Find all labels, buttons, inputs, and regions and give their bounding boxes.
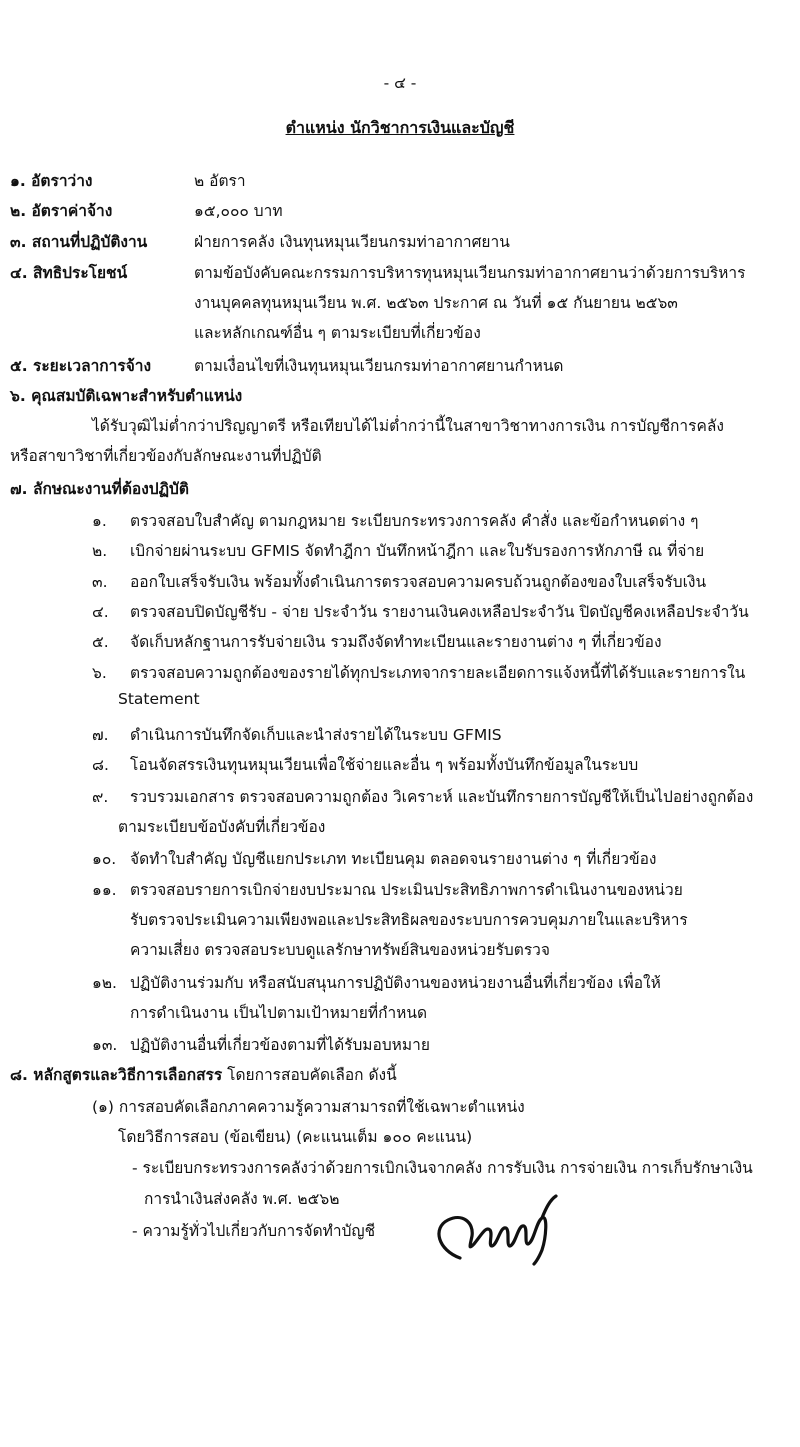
- duty-text: รวบรวมเอกสาร ตรวจสอบความถูกต้อง วิเคราะห์ และบันทึกรายการบัญชีให้เป็นไปอย่างถูกต้อง: [130, 788, 754, 806]
- duty-text: รับตรวจประเมินความเพียงพอและประสิทธิผลของระบบการควบคุมภายในและบริหาร: [130, 911, 688, 929]
- signature-stroke: [439, 1196, 556, 1264]
- duty-number: ๘.: [92, 756, 109, 774]
- duty-number: ๕.: [92, 633, 109, 651]
- duty-text: Statement: [118, 690, 200, 708]
- vacancy-value: ๒ อัตรา: [194, 172, 246, 190]
- duty-number: ๓.: [92, 573, 108, 591]
- duties-label: ๗. ลักษณะงานที่ต้องปฏิบัติ: [10, 480, 189, 498]
- duty-text: ปฏิบัติงานร่วมกับ หรือสนับสนุนการปฏิบัติงานของหน่วยงานอื่นที่เกี่ยวข้อง เพื่อให้: [130, 974, 661, 992]
- duty-text: ตรวจสอบปิดบัญชีรับ - จ่าย ประจำวัน รายงานเงินคงเหลือประจำวัน ปิดบัญชีคงเหลือประจำวัน: [130, 603, 749, 621]
- duty-text: ตรวจสอบรายการเบิกจ่ายงบประมาณ ประเมินประสิทธิภาพการดำเนินงานของหน่วย: [130, 881, 683, 899]
- duty-text: ความเสี่ยง ตรวจสอบระบบดูแลรักษาทรัพย์สินของหน่วยรับตรวจ: [130, 941, 550, 959]
- duty-text: โอนจัดสรรเงินทุนหมุนเวียนเพื่อใช้จ่ายและอื่น ๆ พร้อมทั้งบันทึกข้อมูลในระบบ: [130, 756, 639, 774]
- benefits-line: งานบุคคลทุนหมุนเวียน พ.ศ. ๒๕๖๓ ประกาศ ณ วันที่ ๑๕ กันยายน ๒๕๖๓: [194, 294, 678, 312]
- handwritten-signature: [430, 1188, 570, 1268]
- duty-number: ๗.: [92, 726, 109, 744]
- duty-number: ๑.: [92, 512, 107, 530]
- duty-text: ออกใบเสร็จรับเงิน พร้อมทั้งดำเนินการตรวจสอบความครบถ้วนถูกต้องของใบเสร็จรับเงิน: [130, 573, 707, 591]
- duty-number: ๑๑.: [92, 881, 117, 899]
- selection-sub1-method: โดยวิธีการสอบ (ข้อเขียน) (คะแนนเต็ม ๑๐๐ คะแนน): [118, 1128, 473, 1146]
- vacancy-label: ๑. อัตราว่าง: [10, 172, 93, 190]
- benefits-line: ตามข้อบังคับคณะกรรมการบริหารทุนหมุนเวียนกรมท่าอากาศยานว่าด้วยการบริหาร: [194, 264, 746, 282]
- position-title-text: ตำแหน่ง นักวิชาการเงินและบัญชี: [285, 118, 515, 137]
- selection-sub1: (๑) การสอบคัดเลือกภาคความรู้ความสามารถที่ใช้เฉพาะตำแหน่ง: [92, 1098, 525, 1116]
- salary-label: ๒. อัตราค่าจ้าง: [10, 202, 113, 220]
- qualification-line: หรือสาขาวิชาที่เกี่ยวข้องกับลักษณะงานที่ปฏิบัติ: [10, 447, 322, 465]
- position-title: [0, 116, 800, 141]
- duty-number: ๑๓.: [92, 1036, 118, 1054]
- duty-text: ตามระเบียบข้อบังคับที่เกี่ยวข้อง: [118, 818, 326, 836]
- duty-number: ๒.: [92, 542, 108, 560]
- selection-bullet: - ระเบียบกระทรวงการคลังว่าด้วยการเบิกเงินจากคลัง การรับเงิน การจ่ายเงิน การเก็บรักษาเงิน: [132, 1159, 753, 1177]
- duty-text: ตรวจสอบความถูกต้องของรายได้ทุกประเภทจากรายละเอียดการแจ้งหนี้ที่ได้รับและรายการใน: [130, 664, 746, 682]
- page-number: - ๔ -: [383, 74, 417, 92]
- duty-number: ๑๒.: [92, 974, 117, 992]
- workplace-label: ๓. สถานที่ปฏิบัติงาน: [10, 233, 148, 251]
- duty-text: ปฏิบัติงานอื่นที่เกี่ยวข้องตามที่ได้รับมอบหมาย: [130, 1036, 430, 1054]
- qualification-line: ได้รับวุฒิไม่ต่ำกว่าปริญญาตรี หรือเทียบได้ไม่ต่ำกว่านี้ในสาขาวิชาทางการเงิน การบัญชีการคลัง: [92, 417, 724, 435]
- duty-number: ๖.: [92, 664, 107, 682]
- selection-label: ๘. หลักสูตรและวิธีการเลือกสรร: [10, 1066, 223, 1084]
- workplace-value: ฝ่ายการคลัง เงินทุนหมุนเวียนกรมท่าอากาศยาน: [194, 233, 510, 251]
- selection-bullet: - ความรู้ทั่วไปเกี่ยวกับการจัดทำบัญชี: [132, 1222, 376, 1240]
- duty-text: เบิกจ่ายผ่านระบบ GFMIS จัดทำฎีกา บันทึกหน้าฎีกา และใบรับรองการหักภาษี ณ ที่จ่าย: [130, 542, 705, 560]
- benefits-line: และหลักเกณฑ์อื่น ๆ ตามระเบียบที่เกี่ยวข้อง: [194, 324, 481, 342]
- duty-text: จัดเก็บหลักฐานการรับจ่ายเงิน รวมถึงจัดทำทะเบียนและรายงานต่าง ๆ ที่เกี่ยวข้อง: [130, 633, 662, 651]
- duty-text: การดำเนินงาน เป็นไปตามเป้าหมายที่กำหนด: [130, 1004, 428, 1022]
- duty-text: ตรวจสอบใบสำคัญ ตามกฎหมาย ระเบียบกระทรวงการคลัง คำสั่ง และข้อกำหนดต่าง ๆ: [130, 512, 699, 530]
- qualification-label: ๖. คุณสมบัติเฉพาะสำหรับตำแหน่ง: [10, 387, 243, 405]
- duration-value: ตามเงื่อนไขที่เงินทุนหมุนเวียนกรมท่าอากาศยานกำหนด: [194, 357, 564, 375]
- duty-text: ดำเนินการบันทึกจัดเก็บและนำส่งรายได้ในระบบ GFMIS: [130, 726, 502, 744]
- benefits-label: ๔. สิทธิประโยชน์: [10, 264, 128, 282]
- selection-bullet: การนำเงินส่งคลัง พ.ศ. ๒๕๖๒: [144, 1190, 340, 1208]
- duration-label: ๕. ระยะเวลาการจ้าง: [10, 357, 152, 375]
- salary-value: ๑๕,๐๐๐ บาท: [194, 202, 283, 220]
- duty-text: จัดทำใบสำคัญ บัญชีแยกประเภท ทะเบียนคุม ตลอดจนรายงานต่าง ๆ ที่เกี่ยวข้อง: [130, 850, 657, 868]
- duty-number: ๔.: [92, 603, 109, 621]
- selection-intro: โดยการสอบคัดเลือก ดังนี้: [227, 1066, 397, 1084]
- duty-number: ๙.: [92, 788, 109, 806]
- selection-line: [10, 1062, 397, 1087]
- duty-number: ๑๐.: [92, 850, 117, 868]
